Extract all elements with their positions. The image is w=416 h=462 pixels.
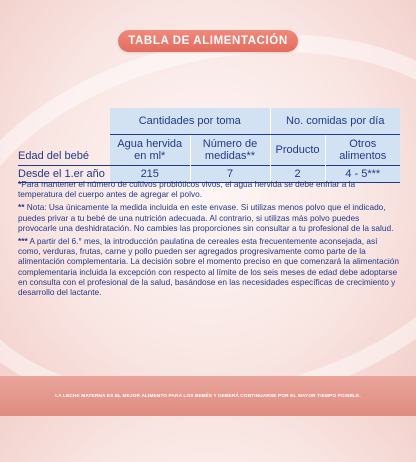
footnote-2 xyxy=(18,202,400,233)
cell-producto: 2 xyxy=(270,166,325,183)
footer-banner: LA LECHE MATERNA ES EL MEJOR ALIMENTO PARA LOS BEBÉS Y DEBERÁ CONTINUARSE POR EL MAYOR TIEMPO POSIBLE. xyxy=(0,376,416,416)
footnote-1-mark: * xyxy=(18,179,22,189)
footnotes xyxy=(18,179,400,300)
header-edad: Edad del bebé xyxy=(18,108,110,166)
header-cantidades: Cantidades por toma xyxy=(110,108,270,135)
cell-edad: Desde el 1.er año xyxy=(18,166,110,183)
footnote-2-mark: ** xyxy=(18,202,25,213)
cell-medidas: 7 xyxy=(190,166,270,183)
footnote-3-mark: *** xyxy=(18,236,28,247)
footnote-3 xyxy=(18,236,400,297)
footnote-1 xyxy=(18,179,400,199)
header-medidas: Número de medidas** xyxy=(190,135,270,166)
page-title: TABLA DE ALIMENTACIÓN xyxy=(118,30,298,52)
footnote-3-text: A partir del 6.° mes, la introducción paulatina de cereales esta frecuentemente aconsejada, así como, verduras, frutas, carne y pollo pueden ser agregados progresivamente como parte de la alimentación complementaria. La decisión sobre el momento preciso en que comenzará la alimentación complementaria incluida la excepción con respecto al límite de los seis meses de edad debe adoptarse en consulta con el profesional de la salud, basándose en las necesidades específicas de crecimiento y desarrollo del lactante. xyxy=(18,236,399,298)
header-agua: Agua hervida en ml* xyxy=(110,135,190,166)
header-producto: Producto xyxy=(270,135,325,166)
header-otros: Otros alimentos xyxy=(325,135,400,166)
footnote-1-text: Para mantener el número de cultivos probióticos vivos, el agua hervida se debe enfriar a la temperatura del cuerpo antes de agregar el polvo. xyxy=(18,179,356,200)
cell-agua: 215 xyxy=(110,166,190,183)
feeding-table xyxy=(18,108,400,183)
footnote-2-text: Nota: Usa únicamente la medida incluida en este envase. Si utilizas menos polvo que el indicado, puedes privar a tu bebé de una nutrición adecuada. Al contrario, si utilizas más polvo puedes provocarle una deshidratación. No cambies las proporciones sin consultar a tu profesional de la salud. xyxy=(18,202,394,233)
header-comidas: No. comidas por día xyxy=(270,108,400,135)
cell-otros: 4 - 5*** xyxy=(325,166,400,183)
